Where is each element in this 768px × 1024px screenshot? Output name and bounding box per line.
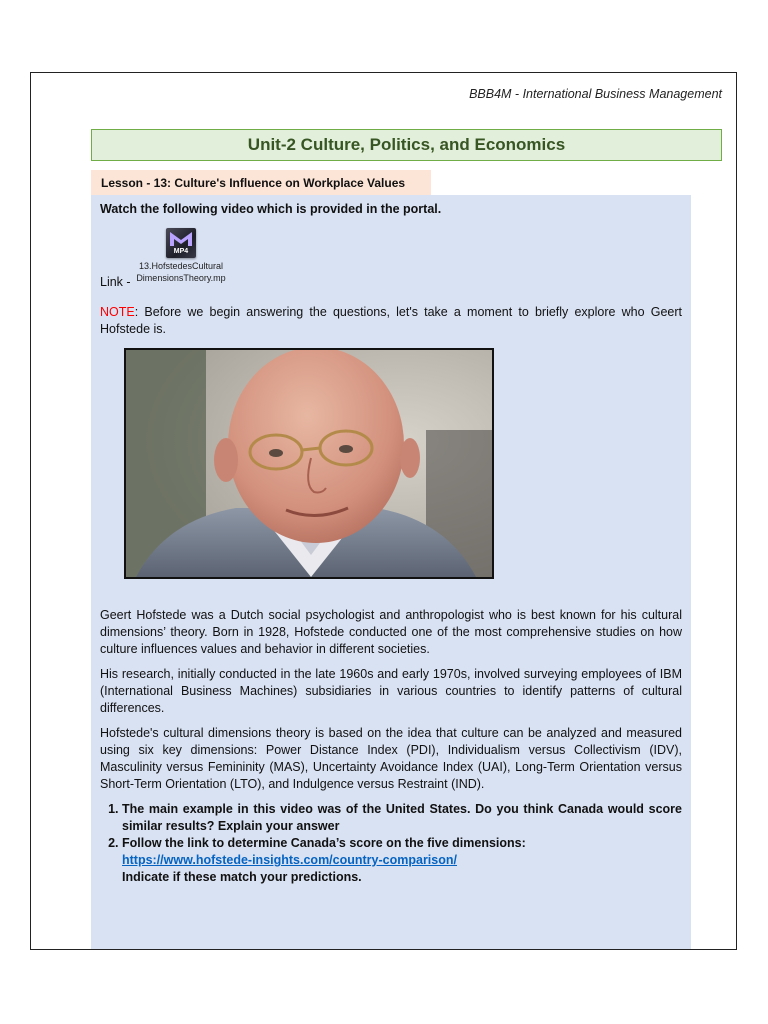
question-2-subtext: Indicate if these match your predictions. — [122, 870, 362, 884]
question-list — [100, 801, 682, 886]
question-1: 1. The main example in this video was of the United States. Do you think Canada would score similar results? Explain your answer — [122, 801, 682, 835]
attachment-filename[interactable] — [128, 260, 234, 284]
filename-line-2: DimensionsTheory.mp — [136, 273, 226, 283]
unit-title-banner: Unit-2 Culture, Politics, and Economics — [91, 129, 722, 161]
bio-paragraph-2: His research, initially conducted in the late 1960s and early 1970s, involved surveying employees of IBM (International Business Machines) subsidiaries in various countries to identify patterns of cultural differences. — [100, 667, 682, 715]
course-header: BBB4M - International Business Management — [469, 87, 722, 101]
video-logo-icon — [169, 231, 193, 247]
question-2-text: Follow the link to determine Canada’s score on the five dimensions: — [122, 836, 526, 850]
video-instruction: Watch the following video which is provided in the portal. — [100, 202, 442, 216]
lesson-title: Lesson - 13: Culture's Influence on Workplace Values — [91, 170, 431, 196]
video-attachment-row — [100, 218, 682, 302]
question-2 — [122, 835, 682, 886]
hofstede-insights-link[interactable]: https://www.hofstede-insights.com/country-comparison/ — [122, 853, 457, 867]
filename-line-1: 13.HofstedesCultural — [138, 261, 224, 271]
link-label: Link - — [100, 275, 131, 289]
note-label: NOTE — [100, 305, 135, 319]
bio-paragraph-1: Geert Hofstede was a Dutch social psychologist and anthropologist who is best known for his cultural dimensions’ theory. Born in 1928, Hofstede conducted one of the most comprehensive studies on how culture influences values and behavior in different societies. — [100, 608, 682, 656]
document-page — [30, 72, 737, 950]
note-paragraph — [100, 304, 682, 338]
hofstede-portrait-photo — [124, 348, 494, 579]
bio-paragraph-3: Hofstede's cultural dimensions theory is based on the idea that culture can be analyzed and measured using six key dimensions: Power Distance Index (PDI), Individualism versus Collectivism (IDV), Masculinity versus Femininity (MAS), Uncertainty Avoidance Index (UAI), Long-Term Orientation versus Short-Term Orientation (LTO), and Indulgence versus Restraint (IND). — [100, 726, 682, 791]
lesson-content-panel — [91, 195, 691, 950]
note-text: : Before we begin answering the questions, let's take a moment to briefly explore who Geert Hofstede is. — [100, 305, 682, 336]
mp4-file-icon[interactable] — [166, 228, 196, 258]
portrait-illustration — [126, 350, 492, 577]
mp4-badge: MP4 — [173, 248, 189, 255]
